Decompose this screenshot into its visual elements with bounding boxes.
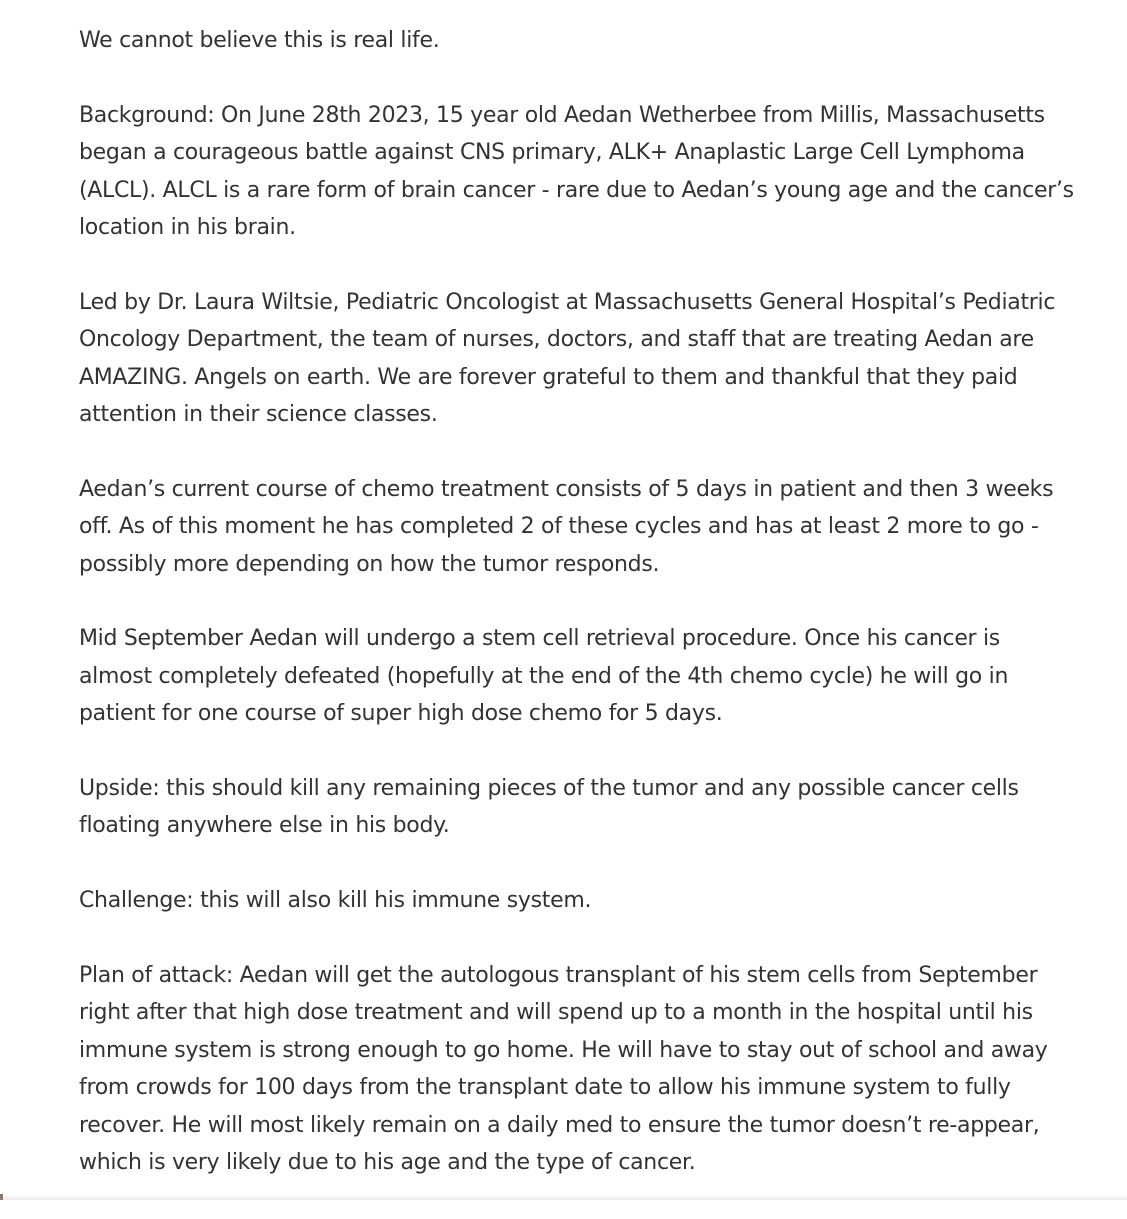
story-paragraph-plan: Plan of attack: Aedan will get the autologous transplant of his stem cells from September right after that high dose treatment and will spend up to a month in the hospital until his immune system is strong enough to go home. He will have to stay out of school and away from crowds for 100 days from the transplant date to allow his immune system to fully recover. He will most likely remain on a daily med to ensure the tumor doesn’t re-appear, which is very likely due to his age and the type of cancer. <box>79 963 1048 1176</box>
story-paragraph-intro: We cannot believe this is real life. <box>79 28 440 53</box>
story-body <box>79 22 1079 1219</box>
story-paragraph-care-team: Led by Dr. Laura Wiltsie, Pediatric Oncologist at Massachusetts General Hospital’s Pediatric Oncology Department, the team of nurses, doctors, and staff that are treating Aedan are AMAZING. Angels on earth. We are forever grateful to them and thankful that they paid attention in their science classes. <box>79 289 1056 428</box>
story-paragraph-treatment: Aedan’s current course of chemo treatment consists of 5 days in patient and then 3 weeks off. As of this moment he has completed 2 of these cycles and has at least 2 more to go - possibly more depending on how the tumor responds. <box>79 476 1054 577</box>
bottom-edge-shadow <box>0 1194 1127 1200</box>
story-paragraph-background: Background: On June 28th 2023, 15 year old Aedan Wetherbee from Millis, Massachusetts began a courageous battle against CNS primary, ALK+ Anaplastic Large Cell Lymphoma (ALCL). ALCL is a rare form of brain cancer - rare due to Aedan’s young age and the cancer’s location in his brain. <box>79 102 1074 241</box>
story-paragraph-challenge: Challenge: this will also kill his immune system. <box>79 888 592 914</box>
corner-mark <box>0 1194 3 1200</box>
story-paragraph-stem-cell: Mid September Aedan will undergo a stem cell retrieval procedure. Once his cancer is almost completely defeated (hopefully at the end of the 4th chemo cycle) he will go in patient for one course of super high dose chemo for 5 days. <box>79 626 1009 727</box>
story-paragraph-upside: Upside: this should kill any remaining pieces of the tumor and any possible cancer cells floating anywhere else in his body. <box>79 776 1019 839</box>
